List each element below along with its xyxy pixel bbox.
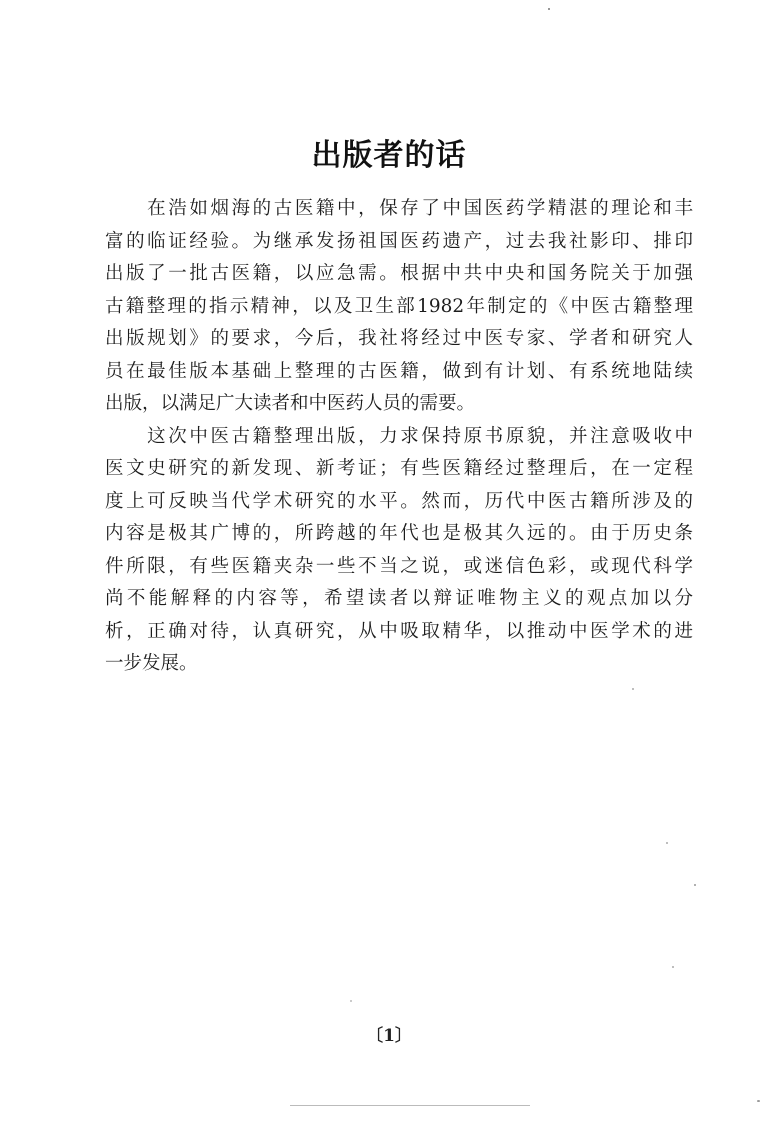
page-title: 出版者的话 (311, 138, 467, 173)
scan-speck (350, 1000, 352, 1002)
text-line: 内容是极其广博的，所跨越的年代也是极其久远的。由于历史条 (105, 523, 693, 544)
paragraph-2 (105, 421, 693, 681)
text-line: 富的临证经验。为继承发扬祖国医药遗产，过去我社影印、排印 (105, 230, 693, 252)
text-line: 出版了一批古医籍，以应急需。根据中共中央和国务院关于加强 (105, 263, 693, 284)
scan-speck (694, 884, 696, 886)
text-line: 件所限，有些医籍夹杂一些不当之说，或迷信色彩，或现代科学 (105, 555, 693, 577)
body-text (105, 193, 693, 681)
text-line: 尚不能解释的内容等，希望读者以辩证唯物主义的观点加以分 (105, 588, 693, 609)
text-line: 度上可反映当代学术研究的水平。然而，历代中医古籍所涉及的 (105, 490, 693, 512)
paragraph-1 (105, 193, 693, 421)
text-line: 员在最佳版本基础上整理的古医籍，做到有计划、有系统地陆续 (105, 360, 693, 382)
scan-speck (548, 8, 550, 10)
scan-speck (757, 1100, 760, 1102)
scan-speck (632, 688, 634, 690)
text-line: 析，正确对待，认真研究，从中吸取精华，以推动中医学术的进 (105, 620, 693, 642)
text-line: 一步发展。 (105, 653, 198, 674)
text-line: 医文史研究的新发现、新考证；有些医籍经过整理后，在一定程 (105, 458, 693, 479)
text-line: 出版，以满足广大读者和中医药人员的需要。 (105, 393, 476, 414)
text-line: 出版规划》的要求，今后，我社将经过中医专家、学者和研究人 (105, 328, 693, 349)
text-line: 古籍整理的指示精神，以及卫生部1982年制定的《中医古籍整理 (105, 295, 693, 317)
scan-speck (672, 966, 674, 968)
text-line: 这次中医古籍整理出版，力求保持原书原貌，并注意吸收中 (105, 425, 693, 447)
text-line: 在浩如烟海的古医籍中，保存了中国医药学精湛的理论和丰 (105, 198, 693, 219)
page-number: 〔1〕 (366, 1026, 412, 1046)
scan-speck (666, 842, 668, 844)
scan-edge-line (290, 1105, 530, 1106)
